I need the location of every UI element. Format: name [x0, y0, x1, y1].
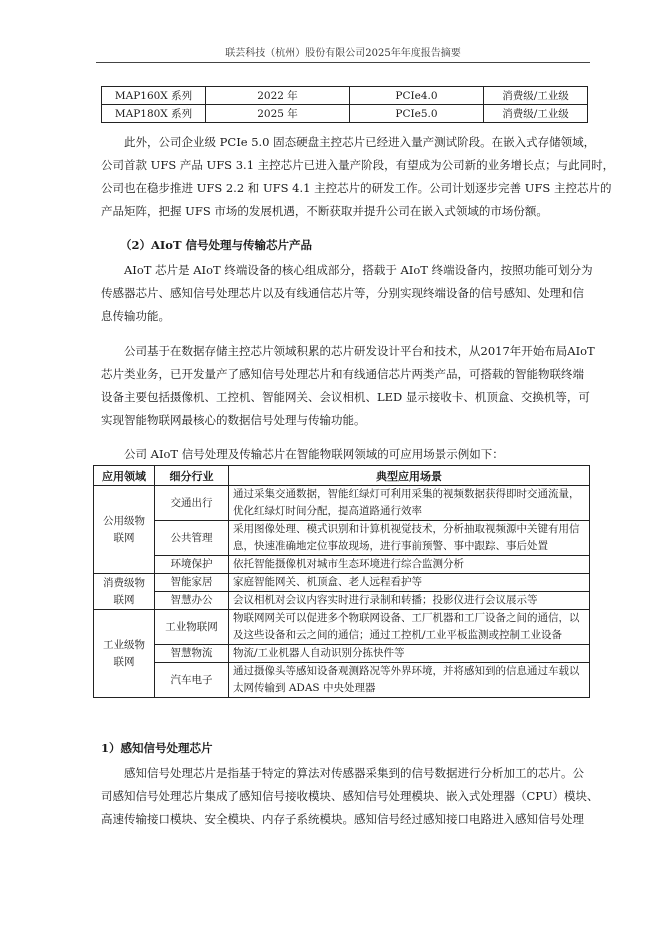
text-line: 高速传输接口模块、安全模块、内存子系统模块。感知信号经过感知接口电路进入感知信号处理	[101, 812, 584, 826]
scenario-cell: 通过采集交通数据，智能红绿灯可利用采集的视频数据获得即时交通流量，优化红绿灯时间分配，提高道路通行效率	[229, 486, 590, 521]
industry-cell: 工业物联网	[155, 610, 229, 645]
column-header: 典型应用场景	[229, 466, 590, 486]
scenario-cell: 依托智能摄像机对城市生态环境进行综合监测分析	[229, 556, 590, 574]
industry-cell: 环境保护	[155, 556, 229, 574]
text-line: 公司也在稳步推进 UFS 2.2 和 UFS 4.1 主控芯片的研发工作。公司计划逐步完善 UFS 主控芯片的	[101, 181, 612, 195]
grade-cell: 消费级/工业级	[484, 105, 588, 123]
text-line: 公司基于在数据存储主控芯片领域积累的芯片研发设计平台和技术，从2017年开始布局AIoT	[124, 344, 595, 358]
industry-cell: 智慧办公	[155, 592, 229, 610]
table-row	[94, 574, 590, 592]
text-line: 设备主要包括摄像机、工控机、智能网关、会议相机、LED 显示接收卡、机顶盒、交换机等，可	[101, 390, 590, 404]
domain-cell: 消费级物联网	[94, 574, 155, 610]
industry-cell: 智能家居	[155, 574, 229, 592]
table-row	[102, 87, 588, 105]
table-row	[94, 663, 590, 698]
paragraph-ufs	[101, 131, 615, 223]
paragraph-sensing-chip	[101, 762, 599, 831]
scenario-cell: 采用图像处理、模式识别和计算机视觉技术，分析抽取视频源中关键有用信息，快速准确地定位事故现场，进行事前预警、事中跟踪、事后处置	[229, 521, 590, 556]
scenario-cell: 物联网网关可以促进多个物联网设备、工厂机器和工厂设备之间的通信，以及这些设备和云之间的通信；通过工控机/工业平板监测或控制工业设备	[229, 610, 590, 645]
paragraph-aiot-intro	[101, 259, 593, 328]
table-row	[94, 645, 590, 663]
scenario-cell: 通过摄像头等感知设备观测路况等外界环境，并将感知到的信息通过车载以太网传输到 ADAS 中央处理器	[229, 663, 590, 698]
product-series-table	[101, 86, 588, 123]
column-header: 应用领域	[94, 466, 155, 486]
text-line: 芯片类业务，已开发量产了感知信号处理芯片和有线通信芯片两类产品，可搭载的智能物联终端	[101, 367, 584, 381]
table-row	[94, 556, 590, 574]
text-line: 感知信号处理芯片是指基于特定的算法对传感器采集到的信号数据进行分析加工的芯片。公	[124, 766, 584, 780]
industry-cell: 交通出行	[155, 486, 229, 521]
industry-cell: 智慧物流	[155, 645, 229, 663]
table-intro	[101, 443, 589, 466]
industry-cell: 汽车电子	[155, 663, 229, 698]
text-line: AIoT 芯片是 AIoT 终端设备的核心组成部分，搭载于 AIoT 终端设备内，按照功能可划分为	[124, 263, 593, 277]
scenario-cell: 家庭智能网关、机顶盒、老人远程看护等	[229, 574, 590, 592]
series-cell: MAP160X 系列	[102, 87, 206, 105]
scenario-cell: 物流/工业机器人自动识别分拣快件等	[229, 645, 590, 663]
table-row	[94, 521, 590, 556]
scenario-cell: 会议相机对会议内容实时进行录制和转播；投影仪进行会议展示等	[229, 592, 590, 610]
section-heading-aiot: （2）AIoT 信号处理与传输芯片产品	[120, 238, 313, 252]
year-cell: 2025 年	[206, 105, 350, 123]
text-line: 息传输功能。	[101, 309, 170, 323]
domain-cell: 工业级物联网	[94, 610, 155, 698]
year-cell: 2022 年	[206, 87, 350, 105]
domain-cell: 公用级物联网	[94, 486, 155, 574]
table-header-row	[94, 466, 590, 486]
text-line: 产品矩阵，把握 UFS 市场的发展机遇，不断获取并提升公司在嵌入式领域的市场份额。	[101, 204, 548, 218]
interface-cell: PCIe4.0	[350, 87, 484, 105]
grade-cell: 消费级/工业级	[484, 87, 588, 105]
application-scenario-table	[93, 465, 590, 698]
interface-cell: PCIe5.0	[350, 105, 484, 123]
page-header: 联芸科技（杭州）股份有限公司2025年年度报告摘要	[225, 48, 461, 59]
text-line: 传感器芯片、感知信号处理芯片以及有线通信芯片等，分别实现终端设备的信号感知、处理和信	[101, 286, 584, 300]
table-row	[102, 105, 588, 123]
subsection-heading-sensing: 1）感知信号处理芯片	[101, 741, 213, 755]
table-row	[94, 610, 590, 645]
text-line: 公司 AIoT 信号处理及传输芯片在智能物联网领域的可应用场景示例如下：	[124, 447, 504, 461]
text-line: 实现智能物联网最核心的数据信号处理与传输功能。	[101, 413, 366, 427]
table-row	[94, 486, 590, 521]
paragraph-aiot-business	[101, 340, 595, 432]
column-header: 细分行业	[155, 466, 229, 486]
series-cell: MAP180X 系列	[102, 105, 206, 123]
text-line: 此外，公司企业级 PCIe 5.0 固态硬盘主控芯片已经进入量产测试阶段。在嵌入式存储领域，	[124, 135, 596, 149]
text-line: 司感知信号处理芯片集成了感知信号接收模块、感知信号处理模块、嵌入式处理器（CPU）模块、	[101, 789, 599, 803]
table-row	[94, 592, 590, 610]
header-rule	[96, 62, 590, 63]
industry-cell: 公共管理	[155, 521, 229, 556]
text-line: 公司首款 UFS 产品 UFS 3.1 主控芯片已进入量产阶段，有望成为公司新的业务增长点；与此同时，	[101, 158, 615, 172]
